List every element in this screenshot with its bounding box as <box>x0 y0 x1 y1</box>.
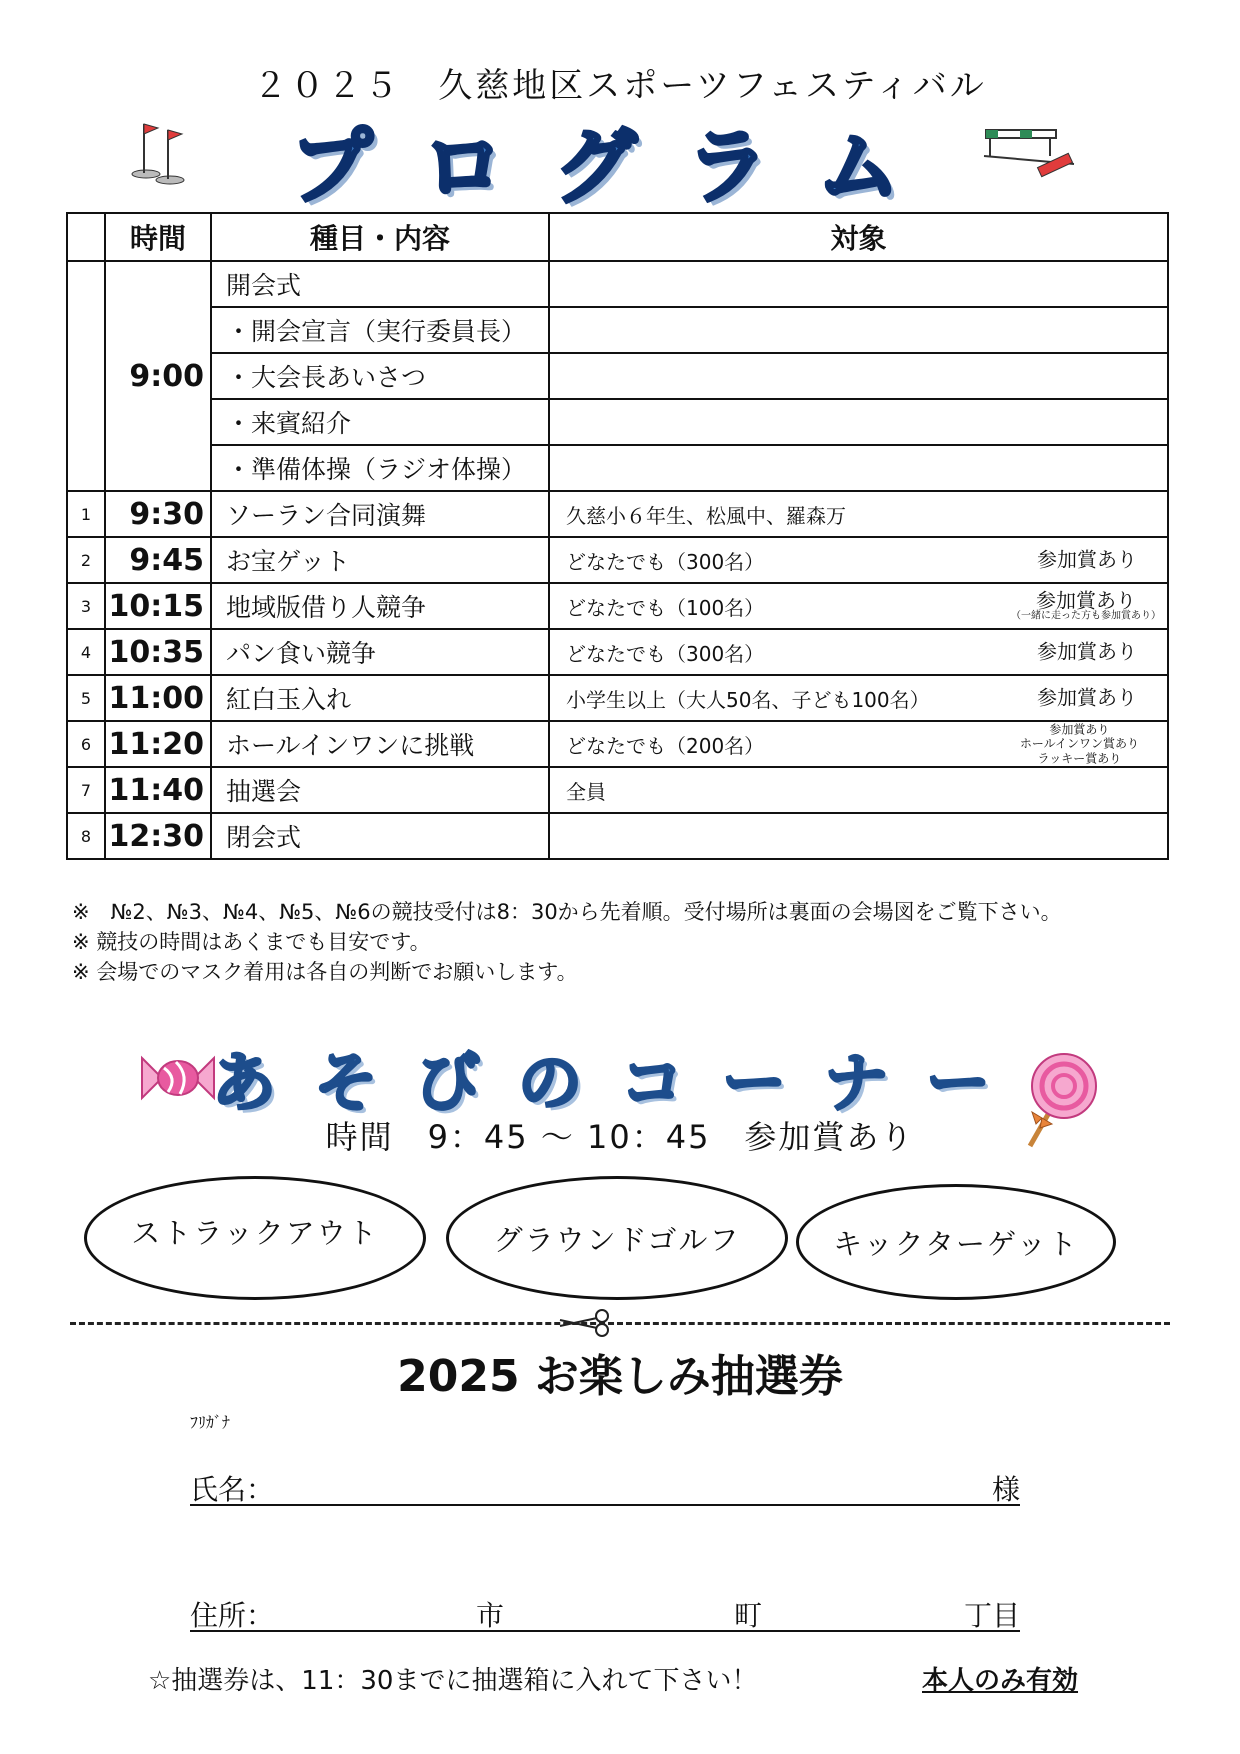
note-line: ※ №2、№3、№4、№5、№6の競技受付は8：30から先着順。受付場所は裏面の会場図をご覧下さい。 <box>72 900 1062 924</box>
prize-line: 参加賞あり <box>1049 722 1110 737</box>
table-row <box>67 583 1168 629</box>
table-row <box>67 721 1168 767</box>
table-row <box>67 675 1168 721</box>
row-event: パン食い競争 <box>211 629 549 675</box>
row-event: 開会式 <box>211 261 549 307</box>
header-event: 種目・内容 <box>211 213 549 261</box>
header-target: 対象 <box>549 213 1168 261</box>
table-row <box>67 491 1168 537</box>
table-row <box>67 353 1168 399</box>
row-no: 3 <box>67 583 105 629</box>
activity-oval <box>84 1176 426 1300</box>
ticket-title: 2025 お楽しみ抽選券 <box>397 1351 843 1402</box>
row-target <box>549 537 1168 583</box>
table-row <box>67 261 1168 307</box>
row-time: 11:20 <box>105 721 211 767</box>
row-target <box>549 813 1168 859</box>
prize-text: 参加賞あり <box>1037 685 1137 710</box>
program-title: プログラム <box>290 120 950 215</box>
valid-notice: 本人のみ有効 <box>922 1666 1079 1696</box>
row-time: 10:15 <box>105 583 211 629</box>
scissors-icon <box>556 1306 612 1338</box>
note-line: ※ 競技の時間はあくまでも目安です。 <box>72 930 431 954</box>
name-field[interactable] <box>190 1468 1020 1506</box>
table-row <box>67 537 1168 583</box>
target-text: どなたでも（200名） <box>566 733 765 758</box>
address-chome: 丁目 <box>963 1599 1020 1632</box>
row-target <box>549 307 1168 353</box>
activity-label: グラウンドゴルフ <box>493 1222 741 1257</box>
table-row <box>67 629 1168 675</box>
target-text: どなたでも（100名） <box>566 595 765 620</box>
row-target <box>549 721 1168 767</box>
lottery-note: ☆抽選券は、11：30までに抽選箱に入れて下さい！ <box>148 1666 758 1696</box>
row-target <box>549 445 1168 491</box>
row-event: ・大会長あいさつ <box>211 353 549 399</box>
row-time: 9:45 <box>105 537 211 583</box>
target-text: どなたでも（300名） <box>566 549 765 574</box>
row-no: 5 <box>67 675 105 721</box>
row-event: 地域版借り人競争 <box>211 583 549 629</box>
row-time: 12:30 <box>105 813 211 859</box>
name-label: 氏名： <box>190 1473 275 1506</box>
address-label: 住所： <box>190 1599 275 1632</box>
prize-text: 参加賞あり <box>1036 588 1136 613</box>
row-target <box>549 629 1168 675</box>
header-time: 時間 <box>105 213 211 261</box>
hurdle-icon <box>980 120 1080 186</box>
row-no: 7 <box>67 767 105 813</box>
prize-text: 参加賞あり <box>1037 639 1137 664</box>
target-text: 小学生以上（大人50名、子ども100名） <box>566 687 930 712</box>
row-event: ・来賓紹介 <box>211 399 549 445</box>
header-no <box>67 213 105 261</box>
row-event: ソーラン合同演舞 <box>211 491 549 537</box>
row-target <box>549 583 1168 629</box>
row-no: 4 <box>67 629 105 675</box>
name-suffix: 様 <box>991 1473 1020 1506</box>
row-event: ・準備体操（ラジオ体操） <box>211 445 549 491</box>
table-row <box>67 767 1168 813</box>
activity-oval <box>796 1184 1116 1300</box>
prize-note: （一緒に走った方も参加賞あり） <box>1011 610 1161 622</box>
activity-label: ストラックアウト <box>131 1215 379 1250</box>
row-target: 全員 <box>549 767 1168 813</box>
cut-line <box>70 1322 1170 1325</box>
row-event: ホールインワンに挑戦 <box>211 721 549 767</box>
row-no <box>67 261 105 491</box>
row-time: 11:00 <box>105 675 211 721</box>
row-target <box>549 261 1168 307</box>
target-text: どなたでも（300名） <box>566 641 765 666</box>
activity-oval <box>446 1176 788 1300</box>
row-no: 1 <box>67 491 105 537</box>
furigana-label: ﾌﾘｶﾞﾅ <box>190 1413 231 1432</box>
row-target <box>549 399 1168 445</box>
asobi-time: 時間 9：45 ～ 10：45 参加賞あり <box>325 1118 915 1156</box>
row-no: 8 <box>67 813 105 859</box>
address-field[interactable] <box>190 1594 1020 1632</box>
row-target: 久慈小６年生、松風中、羅森万 <box>549 491 1168 537</box>
address-town: 町 <box>734 1599 763 1632</box>
table-row <box>67 399 1168 445</box>
table-row <box>67 813 1168 859</box>
row-target <box>549 675 1168 721</box>
prize-line: ホールインワン賞あり <box>1019 736 1139 751</box>
row-target <box>549 353 1168 399</box>
row-time: 9:30 <box>105 491 211 537</box>
row-time: 9:00 <box>105 261 211 491</box>
activity-label: キックターゲット <box>833 1226 1079 1261</box>
event-subtitle: ２０２５ 久慈地区スポーツフェスティバル <box>253 66 987 106</box>
prize-line: ラッキー賞あり <box>1037 751 1122 766</box>
program-table <box>66 212 1169 860</box>
row-event: 抽選会 <box>211 767 549 813</box>
row-time: 11:40 <box>105 767 211 813</box>
row-no: 2 <box>67 537 105 583</box>
row-event: ・開会宣言（実行委員長） <box>211 307 549 353</box>
row-time: 10:35 <box>105 629 211 675</box>
row-event: 紅白玉入れ <box>211 675 549 721</box>
table-row <box>67 445 1168 491</box>
row-no: 6 <box>67 721 105 767</box>
note-line: ※ 会場でのマスク着用は各自の判断でお願いします。 <box>72 960 578 984</box>
row-event: お宝ゲット <box>211 537 549 583</box>
address-city: 市 <box>476 1599 505 1632</box>
prize-text: 参加賞あり <box>1037 547 1137 572</box>
table-row <box>67 307 1168 353</box>
row-event: 閉会式 <box>211 813 549 859</box>
asobi-title: あそびのコーナー <box>212 1047 1028 1121</box>
